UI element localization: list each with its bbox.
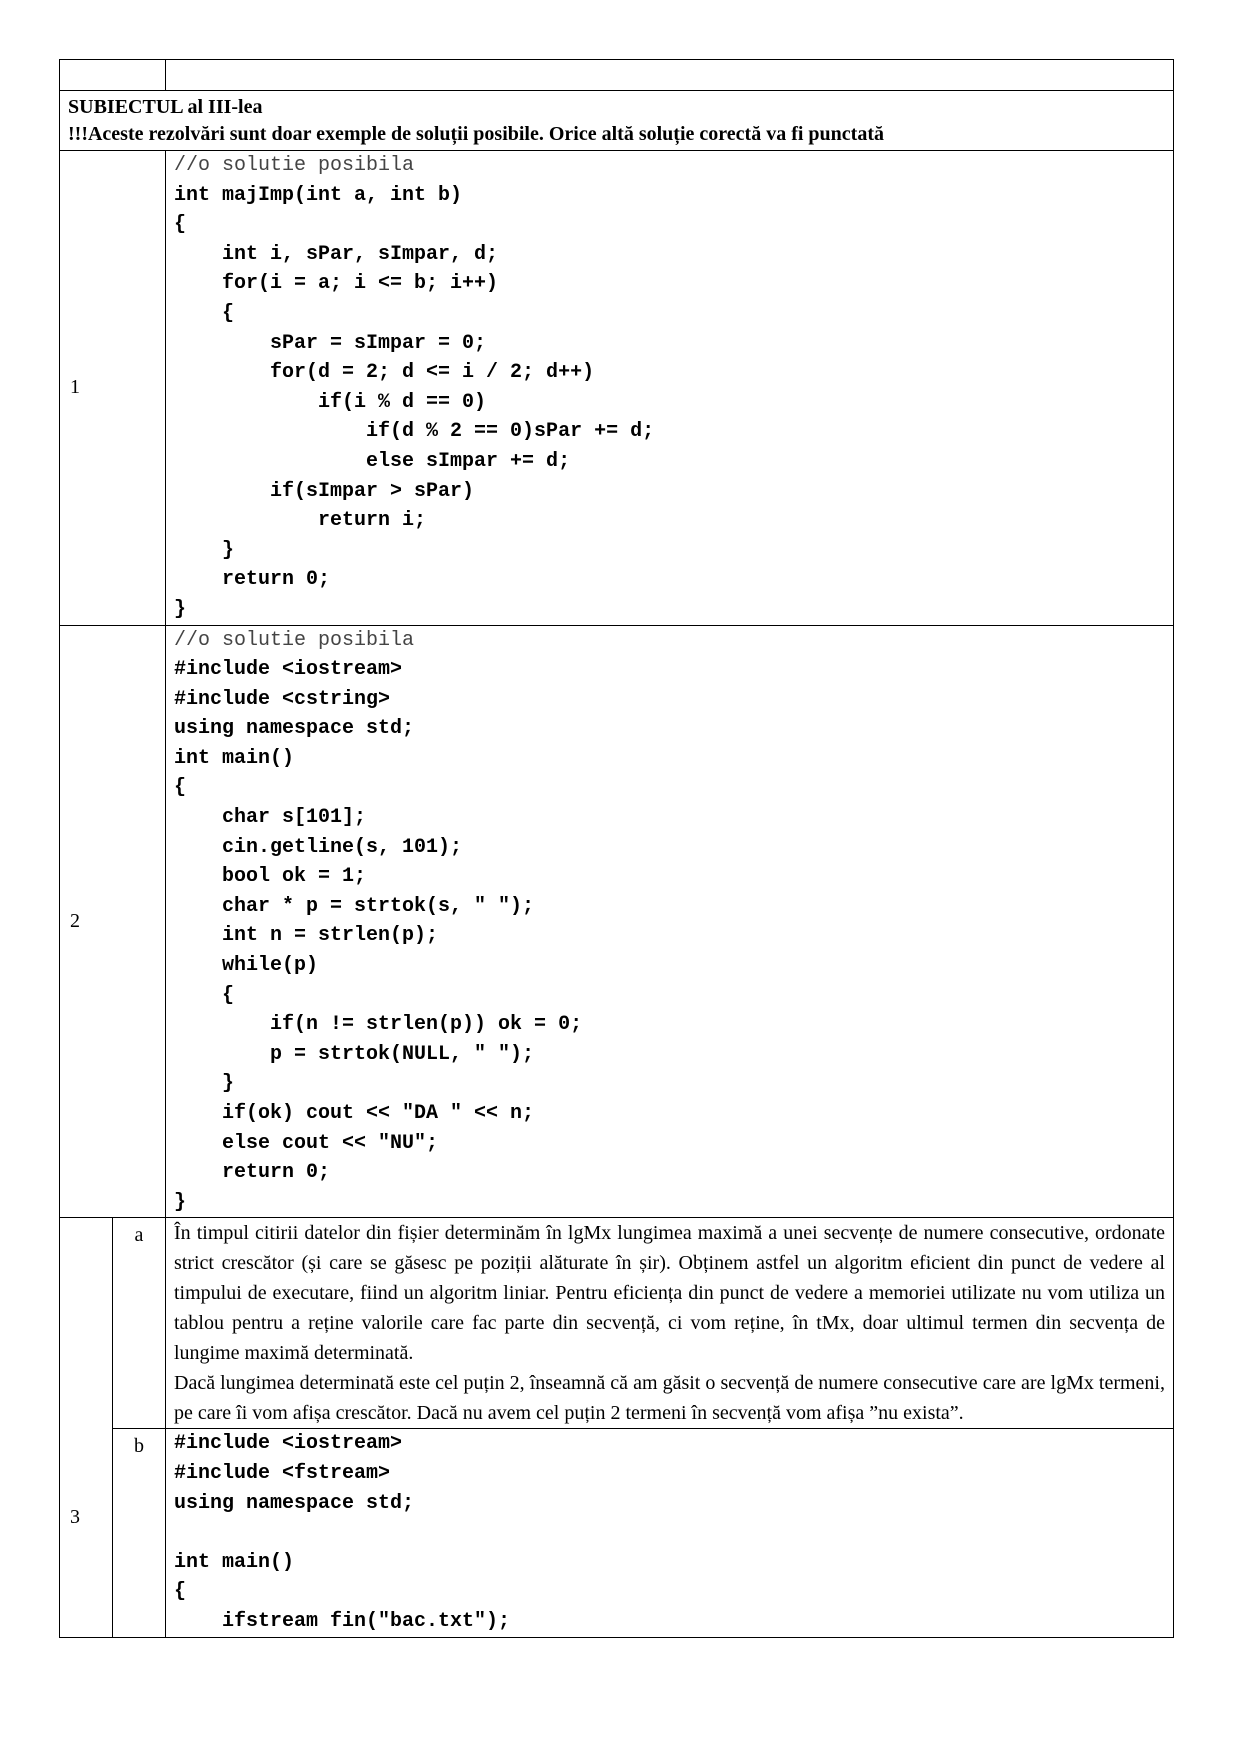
item-number: 2: [60, 625, 166, 1218]
code-line: for(i = a; i <= b; i++): [174, 272, 499, 296]
code-line: for(d = 2; d <= i / 2; d++): [174, 361, 595, 385]
code-line: if(n != strlen(p)) ok = 0;: [174, 1013, 583, 1037]
paragraph: În timpul citirii datelor din fișier determinăm în lgMx lungimea maximă a unei secvențe de numere consecutive, ordonate strict crescător (și care se găsesc pe poziții alăturate în șir). Obținem astfel un algoritm eficient din punct de vedere al timpului de executare, fiind un algoritm liniar. Pentru eficiența din punct de vedere a memoriei utilizate nu vom utiliza un tablou pentru a reține valorile care fac parte din secvență, ci vom reține, în tMx, doar ultimul termen din secvența de lungime maximă determinată.: [174, 1222, 1165, 1365]
item-row-1: [60, 151, 1174, 626]
item-row-2: [60, 625, 1174, 1218]
code-line: }: [174, 1190, 187, 1214]
item-number: 3: [60, 1218, 113, 1637]
code-block-3b: [166, 1429, 1174, 1637]
section-note: !!!Aceste rezolvări sunt doar exemple de soluții posibile. Orice altă soluție corectă va fi punctată: [68, 123, 884, 145]
code-line: using namespace std;: [174, 1491, 415, 1515]
code-line: int majImp(int a, int b): [174, 183, 463, 207]
code-line: //o solutie posibila: [174, 154, 415, 177]
code-line: #include <iostream>: [174, 1432, 403, 1456]
code-line: //o solutie posibila: [174, 628, 415, 652]
answer-sheet: [59, 59, 1174, 1638]
code-line: cin.getline(s, 101);: [174, 835, 463, 859]
code-line: return 0;: [174, 568, 331, 592]
code-line: using namespace std;: [174, 717, 415, 741]
code-line: {: [174, 1580, 187, 1604]
code-line: bool ok = 1;: [174, 865, 367, 889]
explanation-text: [166, 1218, 1174, 1429]
code-block-1: [166, 151, 1174, 626]
blank-header-row: [60, 60, 1174, 91]
item-number: 1: [60, 151, 166, 626]
code-line: if(i % d == 0): [174, 390, 487, 414]
code-line: int main(): [174, 746, 295, 770]
code-line: ifstream fin("bac.txt");: [174, 1609, 511, 1633]
code-line: char s[101];: [174, 806, 367, 830]
code-line: return i;: [174, 509, 427, 533]
code-line: while(p): [174, 954, 319, 978]
code-line: else sImpar += d;: [174, 449, 571, 473]
code-line: int main(): [174, 1550, 295, 1574]
code-line: #include <fstream>: [174, 1461, 391, 1485]
code-line: p = strtok(NULL, " ");: [174, 1042, 535, 1066]
code-line: {: [174, 301, 235, 325]
code-line: if(ok) cout << "DA " << n;: [174, 1102, 535, 1125]
code-line: #include <iostream>: [174, 658, 403, 682]
blank-cell: [60, 60, 166, 91]
item-row-3a: [60, 1218, 1174, 1429]
code-line: {: [174, 776, 187, 800]
code-line: {: [174, 983, 235, 1007]
code-line: }: [174, 538, 235, 562]
code-line: }: [174, 597, 187, 621]
section-title-cell: [60, 91, 1174, 151]
code-line: int n = strlen(p);: [174, 924, 439, 948]
code-line: if(d % 2 == 0)sPar += d;: [174, 420, 655, 444]
item-row-3b: [60, 1429, 1174, 1637]
code-line: }: [174, 1072, 235, 1096]
code-line: char * p = strtok(s, " ");: [174, 894, 535, 918]
code-line: else cout << "NU";: [174, 1131, 439, 1155]
code-line: {: [174, 213, 187, 237]
section-title: SUBIECTUL al III-lea: [68, 96, 263, 118]
code-line: #include <cstring>: [174, 687, 391, 711]
code-line: return 0;: [174, 1161, 331, 1185]
paragraph: Dacă lungimea determinată este cel puțin 2, înseamnă că am găsit o secvență de numere consecutive care are lgMx termeni, pe care îi vom afișa crescător. Dacă nu avem cel puțin 2 termeni în secvență vom afișa ”nu exista”.: [174, 1372, 1165, 1425]
code-block-2: [166, 625, 1174, 1218]
code-line: if(sImpar > sPar): [174, 479, 475, 503]
title-row: [60, 91, 1174, 151]
subitem-label: b: [113, 1429, 166, 1637]
subitem-label: a: [113, 1218, 166, 1429]
code-line: int i, sPar, sImpar, d;: [174, 242, 499, 266]
blank-cell: [166, 60, 1174, 91]
solutions-table: [59, 59, 1174, 1638]
code-line: [174, 1518, 1165, 1548]
code-line: sPar = sImpar = 0;: [174, 331, 487, 355]
